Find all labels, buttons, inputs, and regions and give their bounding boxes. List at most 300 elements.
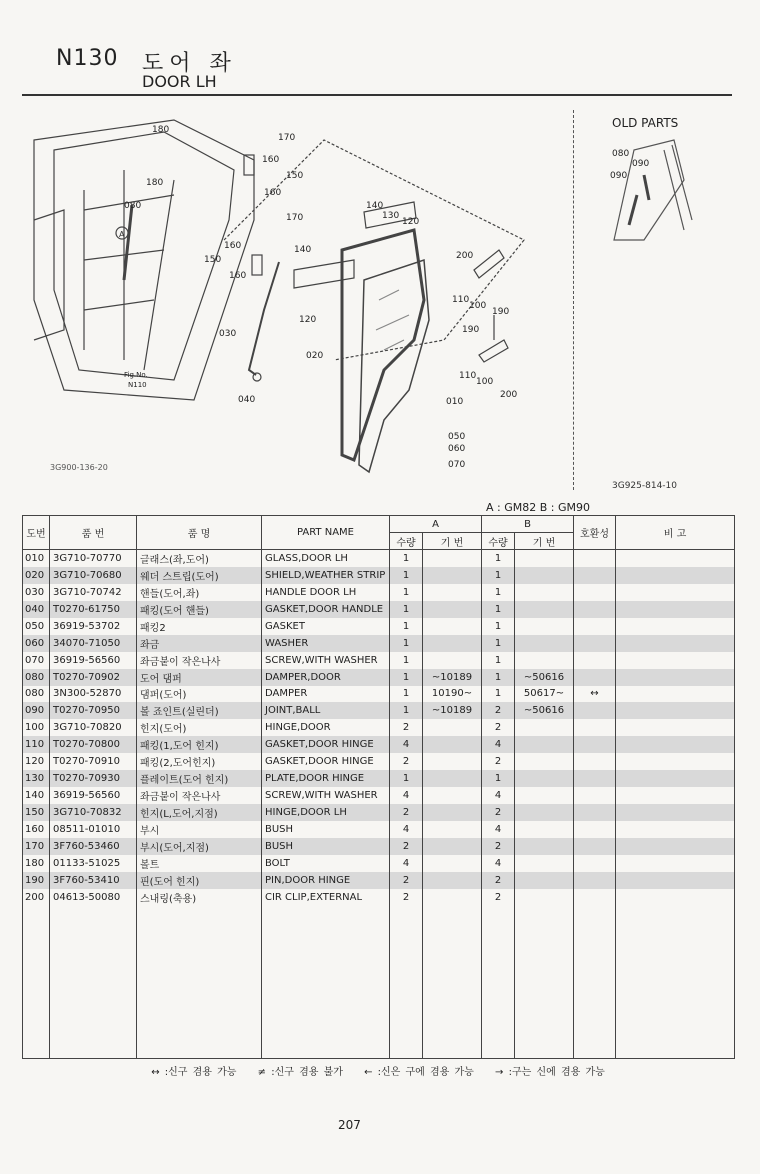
row-b-serial xyxy=(515,550,574,567)
svg-text:080: 080 xyxy=(612,149,630,159)
row-remarks xyxy=(616,821,735,838)
svg-text:Fig.No.: Fig.No. xyxy=(124,371,148,379)
col-interchange: 호환성 xyxy=(574,516,616,550)
row-remarks xyxy=(616,804,735,821)
row-a-qty: 1 xyxy=(390,686,423,703)
row-interchange xyxy=(574,736,616,753)
row-b-qty: 4 xyxy=(482,736,515,753)
row-part-no: 36919-56560 xyxy=(50,652,137,669)
svg-text:170: 170 xyxy=(286,213,304,223)
svg-text:180: 180 xyxy=(152,125,170,135)
row-part-name: GASKET xyxy=(262,618,390,635)
row-b-qty: 2 xyxy=(482,872,515,889)
row-part-no: 3F760-53410 xyxy=(50,872,137,889)
svg-text:120: 120 xyxy=(402,217,420,227)
table-row xyxy=(23,702,735,719)
row-name-ko: 웨더 스트립(도어) xyxy=(137,567,262,584)
svg-text:090: 090 xyxy=(632,159,650,169)
svg-text:160: 160 xyxy=(229,271,247,281)
row-part-no: T0270-70930 xyxy=(50,770,137,787)
svg-text:200: 200 xyxy=(500,390,518,400)
row-b-serial xyxy=(515,804,574,821)
row-b-qty: 2 xyxy=(482,753,515,770)
row-a-qty: 4 xyxy=(390,787,423,804)
row-a-qty: 2 xyxy=(390,753,423,770)
table-row xyxy=(23,601,735,618)
row-name-ko: 부시 xyxy=(137,821,262,838)
row-name-ko: 댐퍼(도어) xyxy=(137,686,262,703)
row-no: 170 xyxy=(23,838,50,855)
row-interchange xyxy=(574,770,616,787)
row-remarks xyxy=(616,584,735,601)
row-b-serial xyxy=(515,872,574,889)
row-b-serial xyxy=(515,787,574,804)
svg-text:190: 190 xyxy=(492,307,510,317)
row-interchange xyxy=(574,753,616,770)
section-title-korean: 도어 좌 xyxy=(142,51,237,76)
row-a-qty: 2 xyxy=(390,804,423,821)
svg-text:A: A xyxy=(119,230,125,239)
row-a-qty: 1 xyxy=(390,702,423,719)
svg-text:130: 130 xyxy=(382,211,400,221)
row-a-serial: ~10189 xyxy=(423,669,482,686)
table-row xyxy=(23,889,735,906)
svg-text:190: 190 xyxy=(462,325,480,335)
section-code: N130 xyxy=(56,46,119,71)
section-title-english: DOOR LH xyxy=(142,72,217,91)
row-b-qty: 1 xyxy=(482,652,515,669)
row-interchange xyxy=(574,889,616,906)
row-name-ko: 패킹2 xyxy=(137,618,262,635)
row-interchange xyxy=(574,838,616,855)
row-no: 110 xyxy=(23,736,50,753)
row-b-serial xyxy=(515,601,574,618)
row-b-qty: 1 xyxy=(482,669,515,686)
row-interchange xyxy=(574,584,616,601)
row-b-qty: 2 xyxy=(482,889,515,906)
col-no: 도번 xyxy=(23,516,50,550)
empty-cell xyxy=(482,906,515,1059)
svg-text:N110: N110 xyxy=(128,381,147,389)
row-b-qty: 4 xyxy=(482,855,515,872)
row-interchange xyxy=(574,787,616,804)
empty-cell xyxy=(515,906,574,1059)
row-b-serial xyxy=(515,753,574,770)
row-part-no: T0270-70800 xyxy=(50,736,137,753)
header-rule xyxy=(22,94,732,96)
page-number: 207 xyxy=(338,1118,361,1132)
table-row xyxy=(23,838,735,855)
legend-not-compatible: ≠ :신구 겸용 불가 xyxy=(257,1067,343,1078)
table-row xyxy=(23,855,735,872)
row-part-name: DAMPER xyxy=(262,686,390,703)
row-interchange xyxy=(574,804,616,821)
row-b-qty: 2 xyxy=(482,838,515,855)
row-remarks xyxy=(616,889,735,906)
row-remarks xyxy=(616,770,735,787)
row-a-qty: 4 xyxy=(390,736,423,753)
row-b-qty: 2 xyxy=(482,702,515,719)
row-part-name: PLATE,DOOR HINGE xyxy=(262,770,390,787)
row-b-serial xyxy=(515,618,574,635)
row-interchange xyxy=(574,719,616,736)
svg-text:070: 070 xyxy=(448,460,466,470)
row-remarks xyxy=(616,855,735,872)
legend-old-for-new: → :구는 신에 겸용 가능 xyxy=(495,1067,605,1078)
figure-code-right: 3G925-814-10 xyxy=(612,481,678,491)
row-b-serial xyxy=(515,652,574,669)
row-b-qty: 2 xyxy=(482,719,515,736)
row-name-ko: 플레이트(도어 힌지) xyxy=(137,770,262,787)
row-b-qty: 1 xyxy=(482,686,515,703)
row-part-name: PIN,DOOR HINGE xyxy=(262,872,390,889)
row-b-serial xyxy=(515,719,574,736)
row-a-serial xyxy=(423,584,482,601)
row-a-serial xyxy=(423,652,482,669)
row-no: 060 xyxy=(23,635,50,652)
row-interchange xyxy=(574,652,616,669)
svg-text:140: 140 xyxy=(294,245,312,255)
row-a-serial xyxy=(423,719,482,736)
empty-cell xyxy=(390,906,423,1059)
row-name-ko: 패킹(1,도어 힌지) xyxy=(137,736,262,753)
empty-cell xyxy=(50,906,137,1059)
row-a-serial xyxy=(423,787,482,804)
svg-text:120: 120 xyxy=(299,315,317,325)
table-row xyxy=(23,804,735,821)
table-row xyxy=(23,787,735,804)
door-handle xyxy=(249,262,279,375)
row-interchange xyxy=(574,567,616,584)
row-part-name: CIR CLIP,EXTERNAL xyxy=(262,889,390,906)
row-b-serial xyxy=(515,736,574,753)
row-part-name: GASKET,DOOR HANDLE xyxy=(262,601,390,618)
empty-cell xyxy=(137,906,262,1059)
table-row xyxy=(23,719,735,736)
col-b-qty: 수량 xyxy=(482,533,515,550)
row-remarks xyxy=(616,601,735,618)
row-b-serial: 50617~ xyxy=(515,686,574,703)
col-a-qty: 수량 xyxy=(390,533,423,550)
legend-new-for-old: ← :신은 구에 겸용 가능 xyxy=(364,1067,474,1078)
row-part-no: T0270-70950 xyxy=(50,702,137,719)
row-a-qty: 2 xyxy=(390,872,423,889)
row-part-no: 36919-53702 xyxy=(50,618,137,635)
row-part-name: BUSH xyxy=(262,838,390,855)
row-no: 140 xyxy=(23,787,50,804)
row-a-serial: ~10189 xyxy=(423,702,482,719)
table-row xyxy=(23,753,735,770)
row-name-ko: 핀(도어 힌지) xyxy=(137,872,262,889)
row-name-ko: 도어 댐퍼 xyxy=(137,669,262,686)
table-row xyxy=(23,770,735,787)
row-part-no: 3G710-70832 xyxy=(50,804,137,821)
row-part-name: SHIELD,WEATHER STRIP xyxy=(262,567,390,584)
row-a-qty: 1 xyxy=(390,770,423,787)
row-a-qty: 2 xyxy=(390,719,423,736)
row-part-name: SCREW,WITH WASHER xyxy=(262,652,390,669)
row-no: 020 xyxy=(23,567,50,584)
row-part-no: T0270-61750 xyxy=(50,601,137,618)
table-filler-row xyxy=(23,906,735,1059)
row-a-qty: 1 xyxy=(390,601,423,618)
row-b-serial: ~50616 xyxy=(515,702,574,719)
row-remarks xyxy=(616,550,735,567)
svg-text:020: 020 xyxy=(306,351,324,361)
row-part-no: 3G710-70680 xyxy=(50,567,137,584)
row-interchange xyxy=(574,550,616,567)
row-name-ko: 패킹(2,도어힌지) xyxy=(137,753,262,770)
row-no: 180 xyxy=(23,855,50,872)
row-remarks xyxy=(616,669,735,686)
row-name-ko: 스내링(축용) xyxy=(137,889,262,906)
row-part-name: HANDLE DOOR LH xyxy=(262,584,390,601)
row-b-qty: 1 xyxy=(482,567,515,584)
row-part-name: GASKET,DOOR HINGE xyxy=(262,736,390,753)
table-row xyxy=(23,652,735,669)
row-no: 040 xyxy=(23,601,50,618)
row-remarks xyxy=(616,652,735,669)
row-part-name: GLASS,DOOR LH xyxy=(262,550,390,567)
row-part-no: T0270-70902 xyxy=(50,669,137,686)
row-b-qty: 1 xyxy=(482,770,515,787)
row-b-qty: 2 xyxy=(482,804,515,821)
col-a-serial: 기 번 xyxy=(423,533,482,550)
row-name-ko: 좌금붙이 작은나사 xyxy=(137,652,262,669)
exploded-view-diagram xyxy=(24,100,734,500)
row-a-serial xyxy=(423,855,482,872)
col-a: A xyxy=(390,516,482,533)
model-legend: A : GM82 B : GM90 xyxy=(486,501,590,514)
row-part-name: BOLT xyxy=(262,855,390,872)
row-no: 150 xyxy=(23,804,50,821)
svg-text:060: 060 xyxy=(448,444,466,454)
figure-code-left: 3G900-136-20 xyxy=(50,463,108,472)
row-a-qty: 4 xyxy=(390,821,423,838)
row-a-serial xyxy=(423,635,482,652)
table-row xyxy=(23,550,735,567)
row-b-serial xyxy=(515,889,574,906)
row-part-name: HINGE,DOOR LH xyxy=(262,804,390,821)
col-name-ko: 품 명 xyxy=(137,516,262,550)
row-b-serial xyxy=(515,855,574,872)
table-row xyxy=(23,567,735,584)
row-b-qty: 1 xyxy=(482,601,515,618)
row-no: 160 xyxy=(23,821,50,838)
row-interchange xyxy=(574,702,616,719)
row-a-qty: 1 xyxy=(390,567,423,584)
svg-text:080: 080 xyxy=(124,201,142,211)
svg-text:030: 030 xyxy=(219,329,237,339)
table-row xyxy=(23,821,735,838)
row-name-ko: 볼트 xyxy=(137,855,262,872)
row-name-ko: 패킹(도어 핸들) xyxy=(137,601,262,618)
row-a-serial xyxy=(423,821,482,838)
row-interchange xyxy=(574,618,616,635)
row-interchange xyxy=(574,669,616,686)
row-no: 190 xyxy=(23,872,50,889)
row-interchange xyxy=(574,635,616,652)
row-a-serial xyxy=(423,838,482,855)
row-part-no: 01133-51025 xyxy=(50,855,137,872)
table-row xyxy=(23,736,735,753)
svg-text:150: 150 xyxy=(286,171,304,181)
row-part-name: DAMPER,DOOR xyxy=(262,669,390,686)
row-a-qty: 1 xyxy=(390,584,423,601)
row-b-serial xyxy=(515,838,574,855)
row-b-qty: 1 xyxy=(482,635,515,652)
row-a-serial xyxy=(423,770,482,787)
row-a-qty: 1 xyxy=(390,652,423,669)
svg-text:090: 090 xyxy=(610,171,628,181)
col-part-no: 품 번 xyxy=(50,516,137,550)
compatibility-legend xyxy=(22,1058,734,1078)
empty-cell xyxy=(423,906,482,1059)
row-interchange xyxy=(574,821,616,838)
row-remarks xyxy=(616,702,735,719)
row-b-qty: 1 xyxy=(482,618,515,635)
row-remarks xyxy=(616,567,735,584)
svg-text:010: 010 xyxy=(446,397,464,407)
col-b-serial: 기 번 xyxy=(515,533,574,550)
row-no: 090 xyxy=(23,702,50,719)
row-name-ko: 힌지(L,도어,지점) xyxy=(137,804,262,821)
gas-damper xyxy=(124,205,132,280)
row-no: 010 xyxy=(23,550,50,567)
row-name-ko: 글래스(좌,도어) xyxy=(137,550,262,567)
row-a-serial xyxy=(423,567,482,584)
row-interchange xyxy=(574,872,616,889)
row-a-qty: 1 xyxy=(390,635,423,652)
legend-both-compatible: ↔ :신구 겸용 가능 xyxy=(151,1067,237,1078)
row-part-name: JOINT,BALL xyxy=(262,702,390,719)
row-a-serial xyxy=(423,872,482,889)
row-b-qty: 1 xyxy=(482,584,515,601)
table-row xyxy=(23,669,735,686)
svg-text:100: 100 xyxy=(469,301,487,311)
row-part-no: 08511-01010 xyxy=(50,821,137,838)
row-part-name: SCREW,WITH WASHER xyxy=(262,787,390,804)
row-a-qty: 4 xyxy=(390,855,423,872)
table-row xyxy=(23,872,735,889)
row-part-name: GASKET,DOOR HINGE xyxy=(262,753,390,770)
row-part-no: 36919-56560 xyxy=(50,787,137,804)
parts-table xyxy=(22,515,735,1059)
row-a-serial xyxy=(423,736,482,753)
row-part-no: 04613-50080 xyxy=(50,889,137,906)
row-interchange xyxy=(574,601,616,618)
row-b-serial xyxy=(515,770,574,787)
row-remarks xyxy=(616,838,735,855)
row-a-serial xyxy=(423,804,482,821)
svg-text:180: 180 xyxy=(146,178,164,188)
svg-text:170: 170 xyxy=(278,133,296,143)
row-part-no: 3G710-70820 xyxy=(50,719,137,736)
row-a-qty: 1 xyxy=(390,618,423,635)
svg-text:110: 110 xyxy=(452,295,470,305)
old-parts-label: OLD PARTS xyxy=(612,116,679,130)
row-b-serial xyxy=(515,821,574,838)
row-a-serial xyxy=(423,601,482,618)
row-remarks xyxy=(616,753,735,770)
row-remarks xyxy=(616,719,735,736)
svg-text:160: 160 xyxy=(262,155,280,165)
row-b-qty: 4 xyxy=(482,787,515,804)
row-no: 030 xyxy=(23,584,50,601)
row-b-serial xyxy=(515,567,574,584)
svg-text:100: 100 xyxy=(476,377,494,387)
row-part-no: 3F760-53460 xyxy=(50,838,137,855)
row-part-name: HINGE,DOOR xyxy=(262,719,390,736)
row-name-ko: 볼 죠인트(실린더) xyxy=(137,702,262,719)
row-b-qty: 1 xyxy=(482,550,515,567)
row-a-qty: 2 xyxy=(390,889,423,906)
empty-cell xyxy=(616,906,735,1059)
row-name-ko: 힌지(도어) xyxy=(137,719,262,736)
svg-text:150: 150 xyxy=(204,255,222,265)
row-no: 120 xyxy=(23,753,50,770)
row-b-serial: ~50616 xyxy=(515,669,574,686)
row-remarks xyxy=(616,635,735,652)
table-row xyxy=(23,686,735,703)
door-glass xyxy=(359,260,429,472)
row-a-serial: 10190~ xyxy=(423,686,482,703)
row-b-qty: 4 xyxy=(482,821,515,838)
svg-text:200: 200 xyxy=(456,251,474,261)
empty-cell xyxy=(262,906,390,1059)
col-b: B xyxy=(482,516,574,533)
svg-text:160: 160 xyxy=(264,188,282,198)
svg-text:160: 160 xyxy=(224,241,242,251)
svg-text:140: 140 xyxy=(366,201,384,211)
row-name-ko: 좌금붙이 작은나사 xyxy=(137,787,262,804)
row-name-ko: 핸들(도어,좌) xyxy=(137,584,262,601)
col-remarks: 비 고 xyxy=(616,516,735,550)
row-b-serial xyxy=(515,635,574,652)
row-part-name: BUSH xyxy=(262,821,390,838)
svg-text:110: 110 xyxy=(459,371,477,381)
row-no: 050 xyxy=(23,618,50,635)
row-a-qty: 1 xyxy=(390,669,423,686)
empty-cell xyxy=(574,906,616,1059)
old-parts-separator xyxy=(573,110,574,490)
row-remarks xyxy=(616,686,735,703)
col-part-name: PART NAME xyxy=(262,516,390,550)
table-row xyxy=(23,635,735,652)
row-a-serial xyxy=(423,618,482,635)
row-remarks xyxy=(616,872,735,889)
row-interchange: ↔ xyxy=(574,686,616,703)
table-row xyxy=(23,584,735,601)
svg-text:040: 040 xyxy=(238,395,256,405)
row-no: 130 xyxy=(23,770,50,787)
row-part-no: 3G710-70742 xyxy=(50,584,137,601)
row-b-serial xyxy=(515,584,574,601)
row-name-ko: 좌금 xyxy=(137,635,262,652)
row-part-no: 3N300-52870 xyxy=(50,686,137,703)
row-no: 080 xyxy=(23,686,50,703)
row-a-qty: 2 xyxy=(390,838,423,855)
row-part-name: WASHER xyxy=(262,635,390,652)
row-remarks xyxy=(616,787,735,804)
svg-text:050: 050 xyxy=(448,432,466,442)
row-interchange xyxy=(574,855,616,872)
row-a-serial xyxy=(423,550,482,567)
row-no: 070 xyxy=(23,652,50,669)
empty-cell xyxy=(23,906,50,1059)
row-remarks xyxy=(616,736,735,753)
row-no: 100 xyxy=(23,719,50,736)
